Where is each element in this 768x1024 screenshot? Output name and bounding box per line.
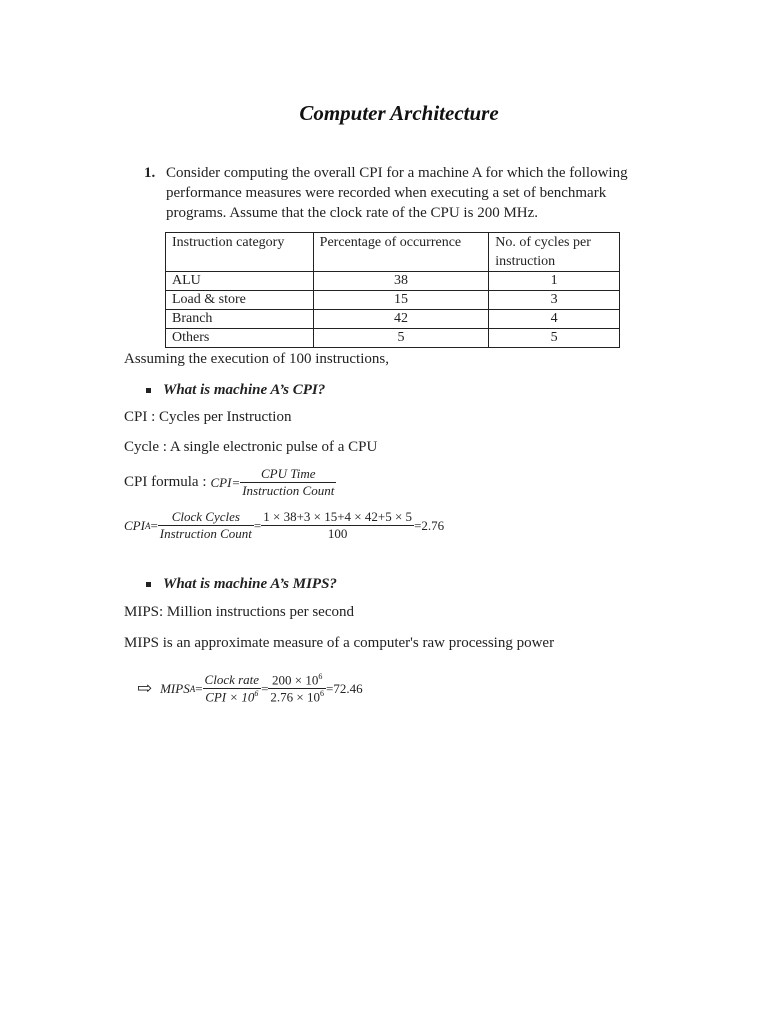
table-cell: Others [166,329,314,348]
arrow-right-icon: ⇨ [137,678,153,699]
mips-a-subscript: A [189,683,196,694]
mips-a-formula [137,672,363,706]
mips-a-denominator-2 [268,689,326,705]
header-cycles: No. of cycles per instruction [489,233,620,272]
cpi-a-denominator-2: 100 [327,526,348,541]
cycle-definition: Cycle : A single electronic pulse of a CPU [124,439,378,455]
table-cell: 3 [489,291,620,310]
table-cell: 4 [489,310,620,329]
cpi-formula-numerator: CPU Time [240,466,336,483]
mips-a-num2-base: 200 × 10 [272,672,319,688]
header-percentage: Percentage of occurrence [313,233,489,272]
mips-a-numerator-2 [268,672,326,689]
mips-a-fraction-2 [268,672,326,706]
cpi-question-text: What is machine A’s CPI? [163,382,326,398]
cpi-formula-denominator: Instruction Count [242,483,335,498]
cpi-definition: CPI : Cycles per Instruction [124,409,292,425]
mips-question [146,576,337,593]
cpi-a-result: =2.76 [414,517,445,533]
cpi-a-numerator-2: 1 × 38+3 × 15+4 × 42+5 × 5 [263,509,413,524]
cpi-formula [124,466,336,499]
table-row [166,291,620,310]
table-row [166,329,620,348]
mips-description: MIPS is an approximate measure of a computer's raw processing power [124,635,555,651]
table-cell: 5 [489,329,620,348]
mips-a-den1-exp: 6 [254,689,259,699]
bullet-icon [146,582,151,587]
mips-a-fraction-1 [203,672,262,705]
cpi-a-subscript: A [144,520,151,531]
table-header-row [166,233,620,272]
mips-a-equals: = [195,680,203,696]
mips-a-den2-base: 2.76 × 10 [270,689,320,705]
cpi-a-denominator-1: Instruction Count [159,526,252,541]
cpi-a-fraction-2 [261,509,414,542]
cpi-a-equals-2: = [253,517,262,533]
mips-question-text: What is machine A’s MIPS? [163,576,337,592]
table-cell: Load & store [166,291,314,310]
bullet-icon [146,388,151,393]
mips-a-num2-exp: 6 [318,672,323,681]
table-row [166,310,620,329]
cpi-a-numerator-1: Clock Cycles [158,509,254,526]
cpi-a-formula [124,509,444,542]
page-title: Computer Architecture [299,101,499,125]
cpi-a-fraction-1 [158,509,254,542]
mips-a-lhs: MIPS [160,680,190,696]
mips-a-den1-base: CPI × 10 [205,689,255,705]
cpi-question [146,382,325,399]
question-line-2: performance measures were recorded when executing a set of benchmark [166,185,607,201]
table-cell: 38 [313,272,489,291]
cpi-formula-lhs: CPI= [210,474,241,490]
mips-a-result: =72.46 [326,680,363,696]
cpi-formula-label: CPI formula : [124,474,207,490]
mips-definition: MIPS: Million instructions per second [124,604,354,620]
question-line-3: programs. Assume that the clock rate of the CPU is 200 MHz. [166,205,539,221]
table-cell: 15 [313,291,489,310]
cpi-formula-fraction [240,466,336,499]
question-number: 1. [144,165,156,181]
table-cell: 1 [489,272,620,291]
table-cell: 42 [313,310,489,329]
table-cell: Branch [166,310,314,329]
cpi-a-equals: = [150,517,158,533]
header-instruction-category: Instruction category [166,233,314,272]
mips-a-numerator-1: Clock rate [204,672,260,688]
table-cell: 5 [313,329,489,348]
cpi-a-lhs: CPI [124,517,145,533]
question-line-1: Consider computing the overall CPI for a machine A for which the following [166,165,628,181]
table-row [166,272,620,291]
mips-a-den2-exp: 6 [320,689,324,699]
table-cell: ALU [166,272,314,291]
performance-table [165,232,620,348]
mips-a-equals-2: = [261,680,269,696]
assumption-text: Assuming the execution of 100 instructions, [124,351,389,367]
mips-a-denominator-1 [203,689,262,705]
